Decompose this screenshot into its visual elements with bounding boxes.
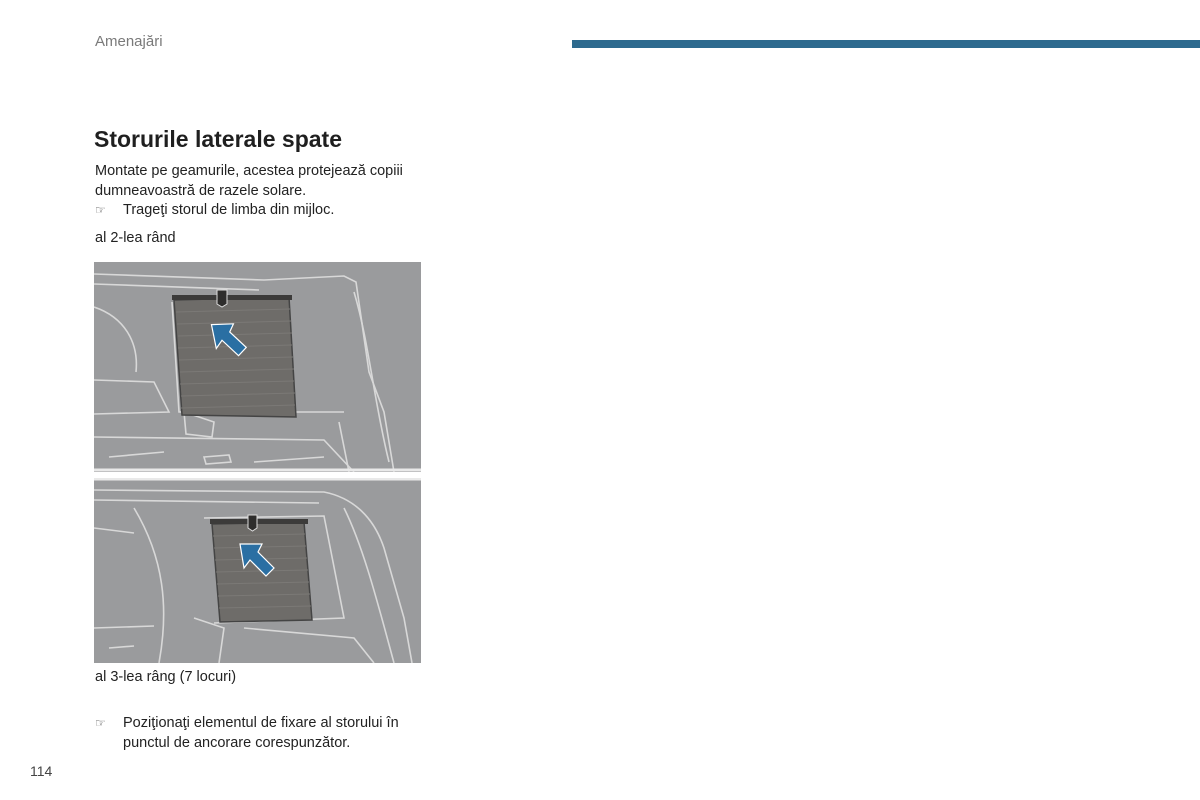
section-label: Amenajări [95,33,163,50]
section-accent-bar [572,40,1200,48]
instruction-text: Trageţi storul de limba din mijloc. [123,202,335,218]
caption-row-3: al 3-lea râng (7 locuri) [95,669,237,685]
illustration-row-3-blind [94,478,421,663]
intro-paragraph: Montate pe geamurile, acestea protejează copiii dumneavoastră de razele solare. [95,163,403,199]
page-number: 114 [30,763,53,779]
pointing-hand-icon: ☞ [95,716,106,730]
page-title: Storurile laterale spate [94,126,342,152]
instruction-text: Poziţionaţi elementul de fixare al storului în punctul de ancorare corespunzător. [123,715,399,751]
instruction-bullet-pull [95,200,425,220]
pointing-hand-icon: ☞ [95,203,106,217]
instruction-bullet-attach [95,713,425,753]
caption-row-2: al 2-lea rând [95,230,176,246]
illustration-row-2-blind [94,262,421,472]
